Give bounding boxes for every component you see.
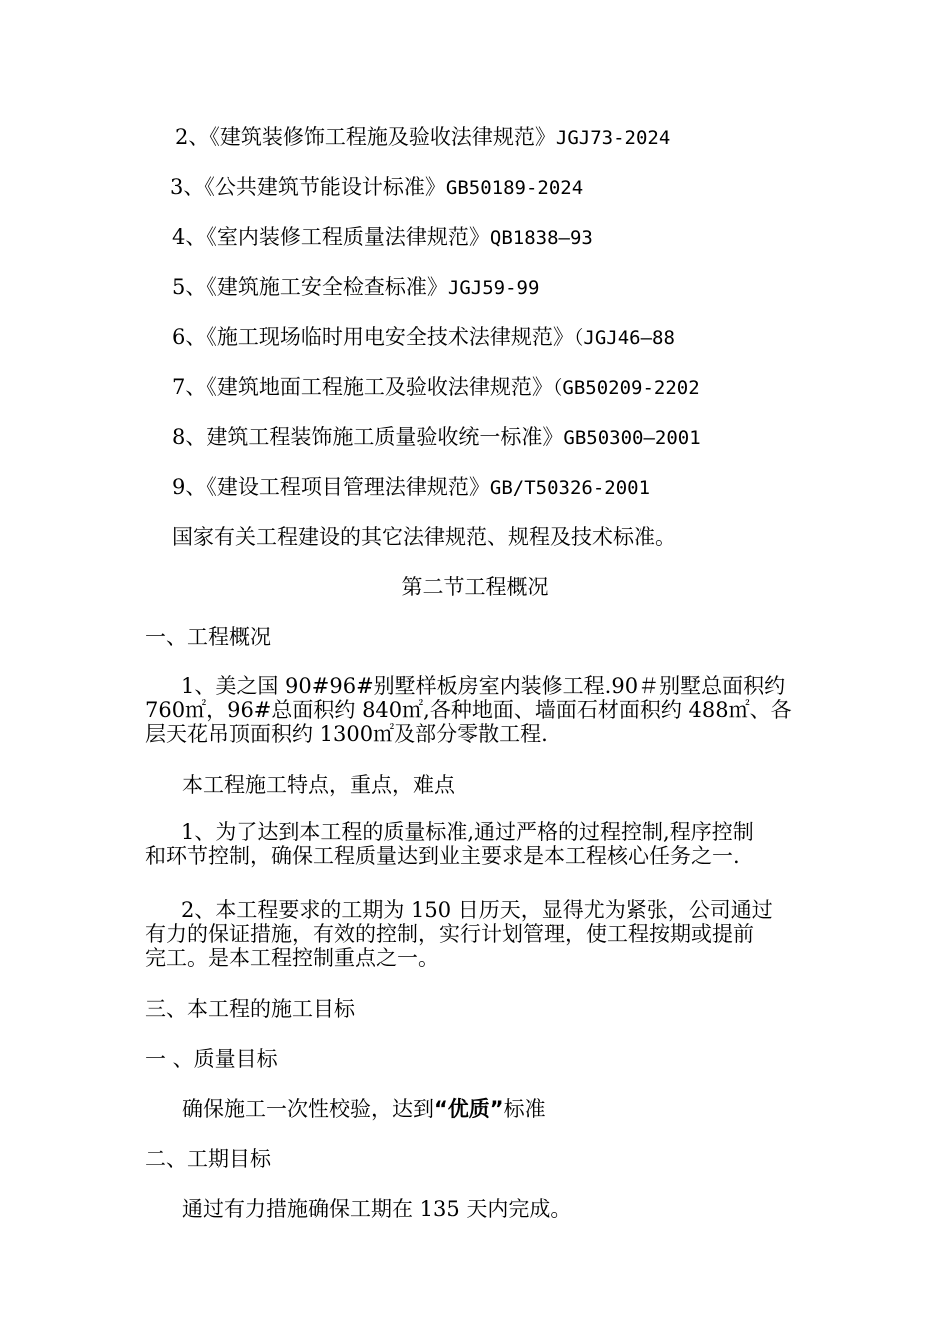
- reference-code: JGJ73-2024: [555, 127, 671, 149]
- paragraph-line: 2、本工程要求的工期为 150 日历天，显得尤为紧张，公司通过: [181, 898, 773, 922]
- reference-number: 8、: [172, 425, 207, 449]
- reference-code: （GB50209-2202: [552, 377, 700, 399]
- reference-title: 《建筑装修饰工程施及验收法律规范》: [209, 125, 556, 149]
- reference-code: GB/T50326-2001: [489, 477, 651, 499]
- paragraph-line: 和环节控制，确保工程质量达到业主要求是本工程核心任务之一.: [145, 844, 740, 868]
- reference-item: [172, 474, 650, 501]
- heading-overview: 一、工程概况: [145, 625, 271, 649]
- heading-quality: 一 、质量目标: [145, 1047, 278, 1071]
- national-standards-note: 国家有关工程建设的其它法律规范、规程及技术标准。: [172, 525, 676, 549]
- overview-paragraph: [145, 674, 813, 746]
- reference-code: QB1838—93: [489, 227, 593, 249]
- quality-text: [182, 1096, 546, 1122]
- reference-title: 《施工现场临时用电安全技术法律规范》: [206, 325, 574, 349]
- heading-schedule: 二、工期目标: [145, 1147, 271, 1171]
- reference-code: （JGJ46—88: [573, 327, 675, 349]
- reference-title: 《室内装修工程质量法律规范》: [206, 225, 490, 249]
- reference-title: 《建筑地面工程施工及验收法律规范》: [206, 375, 553, 399]
- section-title: 第二节工程概况: [401, 575, 549, 599]
- heading-goals: 三、本工程的施工目标: [145, 997, 355, 1021]
- reference-number: 9、: [172, 475, 207, 499]
- point-2-paragraph: [145, 898, 813, 970]
- paragraph-line: 完工。是本工程控制重点之一。: [145, 946, 439, 970]
- reference-code: JGJ59-99: [447, 277, 540, 299]
- reference-item: [172, 224, 593, 251]
- quality-highlight: “优质”: [434, 1097, 504, 1121]
- reference-item: [172, 274, 539, 301]
- reference-number: 2、: [175, 125, 210, 149]
- quality-text-before: 确保施工一次性校验，达到: [182, 1097, 434, 1121]
- reference-code: GB50300—2001: [563, 427, 701, 449]
- reference-code: GB50189-2024: [445, 177, 584, 199]
- reference-item: [172, 424, 701, 451]
- reference-item: [172, 324, 675, 351]
- paragraph-line: 有力的保证措施，有效的控制，实行计划管理，使工程按期或提前: [145, 922, 754, 946]
- reference-number: 4、: [172, 225, 207, 249]
- schedule-text: 通过有力措施确保工期在 135 天内完成。: [182, 1197, 572, 1221]
- reference-title: 建筑工程装饰施工质量验收统一标准》: [206, 425, 564, 449]
- reference-title: 《建筑施工安全检查标准》: [206, 275, 448, 299]
- point-1-paragraph: [145, 820, 813, 868]
- reference-number: 7、: [172, 375, 207, 399]
- quality-text-after: 标准: [503, 1097, 546, 1121]
- reference-title: 《公共建筑节能设计标准》: [204, 175, 446, 199]
- reference-number: 6、: [172, 325, 207, 349]
- features-heading: 本工程施工特点，重点，难点: [182, 773, 455, 797]
- reference-number: 3、: [170, 175, 205, 199]
- reference-item: [172, 374, 700, 401]
- reference-item: [170, 174, 583, 201]
- paragraph-line: 760㎡，96#总面积约 840㎡,各种地面、墙面石材面积约 488㎡、各: [145, 698, 792, 722]
- paragraph-line: 层天花吊顶面积约 1300㎡及部分零散工程.: [145, 722, 548, 746]
- paragraph-line: 1、美之国 90#96#别墅样板房室内装修工程.90＃别墅总面积约: [181, 674, 786, 698]
- reference-number: 5、: [172, 275, 207, 299]
- reference-item: [175, 124, 670, 151]
- paragraph-line: 1、为了达到本工程的质量标准,通过严格的过程控制,程序控制: [181, 820, 754, 844]
- reference-title: 《建设工程项目管理法律规范》: [206, 475, 490, 499]
